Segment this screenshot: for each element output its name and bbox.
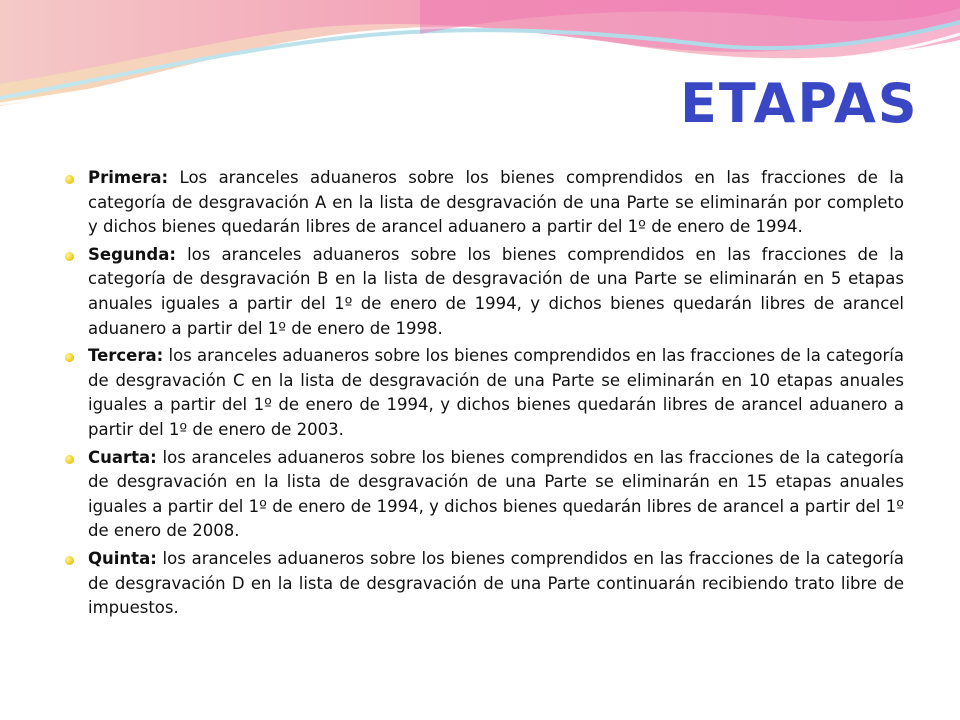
bullet-list [88,166,904,624]
item-text: los aranceles aduaneros sobre los bienes comprendidos en las fracciones de la categoría de desgravación D en la lista de desgravación de una Parte continuarán recibiendo trato libre de impuestos. [88,548,904,618]
item-text: los aranceles aduaneros sobre los bienes comprendidos en las fracciones de la categoría de desgravación en la lista de desgravación de una Parte se eliminarán en 15 etapas anuales iguales a partir del 1º de enero de 1994, y dichos bienes quedarán libres de arancel a partir del 1º de enero de 2008. [88,447,904,541]
item-text: los aranceles aduaneros sobre los bienes comprendidos en las fracciones de la categoría de desgravación B en la lista de desgravación de una Parte se eliminarán en 5 etapas anuales iguales a partir del 1º de enero de 1994, y dichos bienes quedarán libres de arancel aduanero a partir del 1º de enero de 1998. [88,244,904,338]
item-label: Segunda: [88,244,176,264]
slide-title: ETAPAS [680,72,919,135]
item-label: Quinta: [88,548,157,568]
item-text: los aranceles aduaneros sobre los bienes comprendidos en las fracciones de la categoría de desgravación C en la lista de desgravación de una Parte se eliminarán en 10 etapas anuales iguales a partir del 1º de enero de 1994, y dichos bienes quedarán libres de arancel aduanero a partir del 1º de enero de 2003. [88,346,904,439]
item-label: Tercera: [88,346,164,366]
bullet-icon [65,556,74,565]
list-item [88,243,904,341]
bullet-icon [65,252,74,261]
list-item [88,344,904,442]
list-item [88,166,904,240]
bullet-icon [65,353,74,362]
bullet-icon [65,455,74,464]
item-label: Cuarta: [88,447,157,467]
item-label: Primera: [88,168,169,187]
bullet-icon [65,175,74,184]
item-text: Los aranceles aduaneros sobre los bienes comprendidos en las fracciones de la categoría de desgravación A en la lista de desgravación de una Parte se eliminarán por completo y dichos bienes quedarán libres de arancel aduanero a partir del 1º de enero de 1994. [88,168,904,237]
list-item [88,547,904,621]
list-item [88,446,904,544]
